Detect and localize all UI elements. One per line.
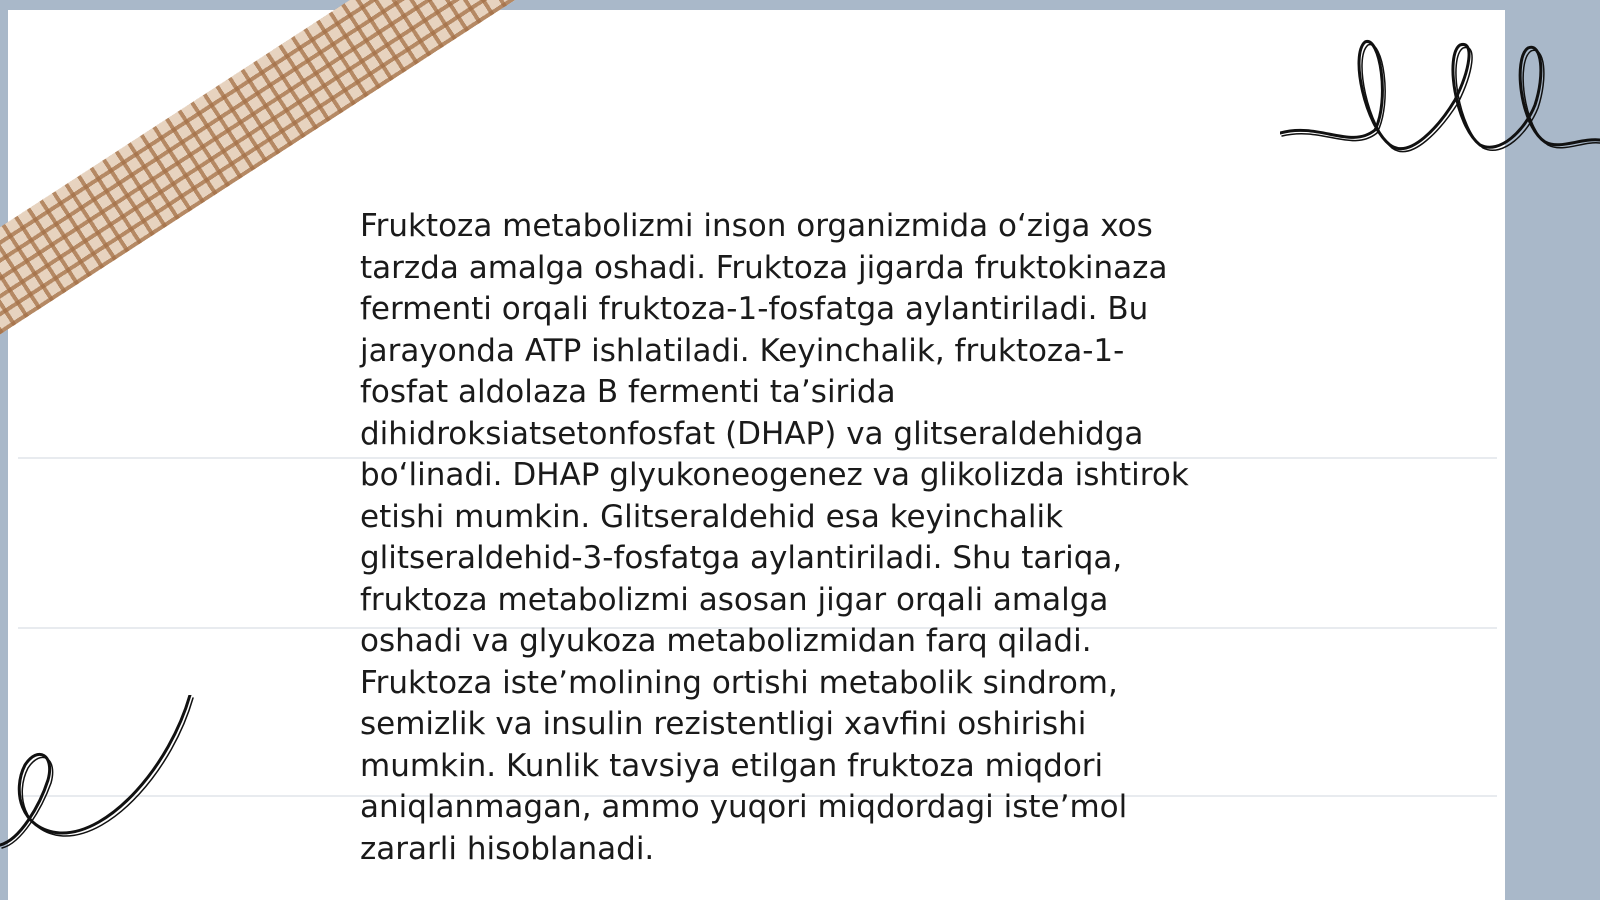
- loop-squiggle-bottom-left-icon: [0, 695, 200, 855]
- body-paragraph: Fruktoza metabolizmi inson organizmida o‘ziga xos tarzda amalga oshadi. Fruktoza jigarda fruktokinaza fermenti orqali fruktoza-1-fosfatga aylantiriladi. Bu jarayonda ATP ishlatiladi. Keyinchalik, fruktoza-1- fosfat aldolaza B fermenti ta’sirida dihidroksiatsetonfosfat (DHAP) va glitseraldehidga bo‘linadi. DHAP glyukoneogenez va glikolizda ishtirok etishi mumkin. Glitseraldehid esa keyinchalik glitseraldehid-3-fosfatga aylantiriladi. Shu tariqa, fruktoza metabolizmi asosan jigar orqali amalga oshadi va glyukoza metabolizmidan farq qiladi. Fruktoza iste’molining ortishi metabolik sindrom, semizlik va insulin rezistentligi xavfini oshirishi mumkin. Kunlik tavsiya etilgan fruktoza miqdori aniqlanmagan, ammo yuqori miqdordagi iste’mol zararli hisoblanadi.: [360, 208, 1189, 867]
- loop-squiggle-top-right-icon: [1280, 30, 1600, 170]
